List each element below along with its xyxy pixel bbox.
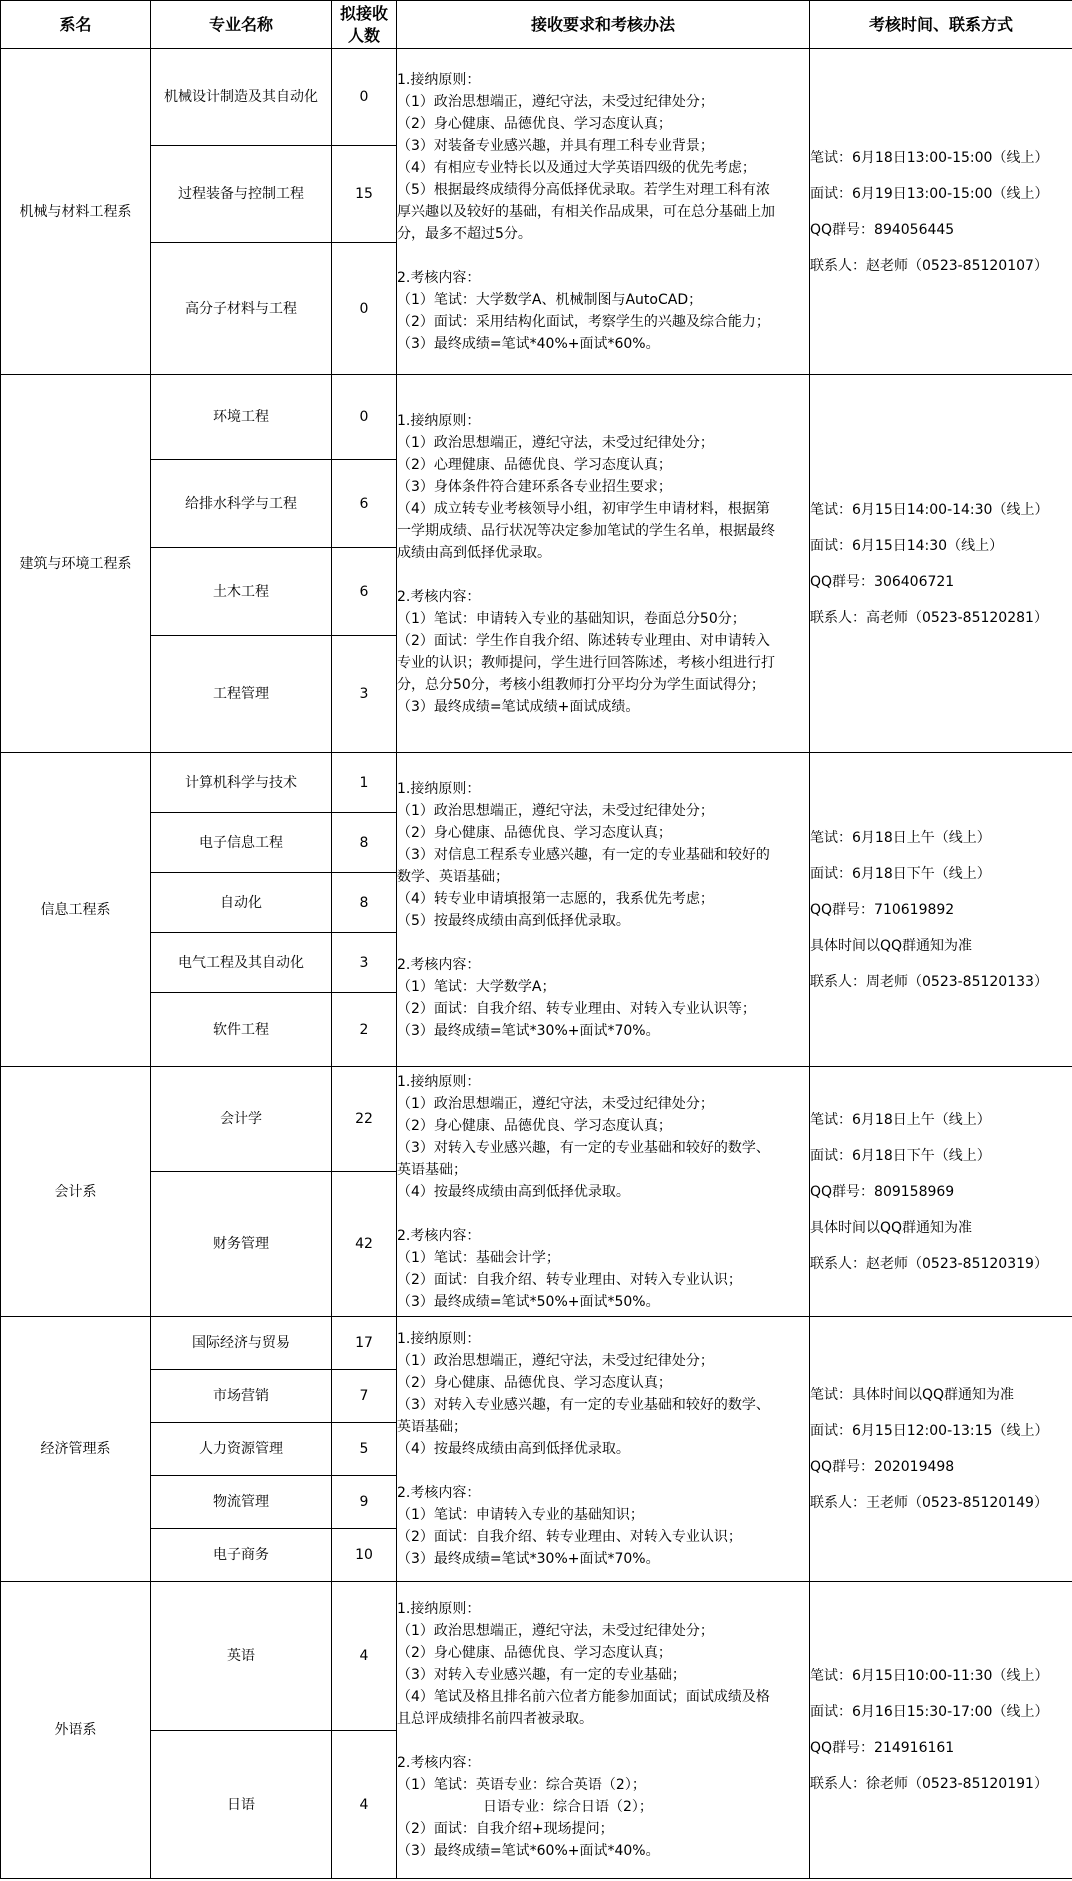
- header-contact: 考核时间、联系方式: [810, 1, 1072, 49]
- major-quota: 3: [332, 636, 397, 753]
- table-row: [1, 753, 1072, 813]
- dept-name: 信息工程系: [1, 753, 151, 1067]
- major-quota: 8: [332, 873, 397, 933]
- major-quota: 2: [332, 993, 397, 1067]
- major-quota: 7: [332, 1370, 397, 1423]
- requirement-line: （3）对转入专业感兴趣，有一定的专业基础和较好的数学、: [397, 1397, 770, 1413]
- major-name: 电子商务: [151, 1529, 332, 1582]
- major-quota: 22: [332, 1067, 397, 1172]
- requirement-line: （2）身心健康、品德优良、学习态度认真；: [397, 1645, 672, 1661]
- major-name: 自动化: [151, 873, 332, 933]
- requirement-line: 厚兴趣以及较好的基础，有相关作品成果，可在总分基础上加: [397, 203, 775, 220]
- header-dept: 系名: [1, 1, 151, 49]
- contact-line: 联系人：高老师（0523-85120281）: [810, 609, 1048, 626]
- table-row: [1, 1067, 1072, 1172]
- spacer: [810, 205, 1072, 219]
- header-requirements: 接收要求和考核办法: [397, 1, 810, 49]
- dept-name: 建筑与环境工程系: [1, 375, 151, 753]
- contact-line: 笔试：6月18日上午（线上）: [810, 1111, 991, 1128]
- contact-line: QQ群号：894056445: [810, 221, 955, 238]
- dept-name: 经济管理系: [1, 1317, 151, 1582]
- major-name: 日语: [151, 1731, 332, 1879]
- requirement-line: （3）最终成绩=笔试*40%+面试*60%。: [397, 335, 660, 352]
- major-quota: 5: [332, 1423, 397, 1476]
- spacer: [810, 849, 1072, 863]
- requirement-line: （1）笔试：基础会计学；: [397, 1249, 560, 1266]
- spacer: [397, 564, 809, 586]
- requirement-line: 2.考核内容：: [397, 956, 481, 973]
- requirement-line: （2）身心健康、品德优良、学习态度认真；: [397, 115, 672, 132]
- spacer: [397, 1460, 809, 1482]
- spacer: [810, 1239, 1072, 1253]
- spacer: [810, 885, 1072, 899]
- major-name: 英语: [151, 1582, 332, 1731]
- major-quota: 3: [332, 933, 397, 993]
- requirement-line: （3）最终成绩=笔试*30%+面试*70%。: [397, 1551, 660, 1567]
- requirement-line: （1）笔试：大学数学A、机械制图与AutoCAD；: [397, 291, 703, 308]
- spacer: [810, 1687, 1072, 1701]
- contact-line: 面试：6月18日下午（线上）: [810, 865, 991, 882]
- requirement-line: （2）心理健康、品德优良、学习态度认真；: [397, 456, 672, 473]
- contact-cell: [810, 49, 1072, 375]
- requirement-line: （1）笔试：英语专业：综合英语（2）；: [397, 1777, 646, 1793]
- dept-name: 机械与材料工程系: [1, 49, 151, 375]
- spacer: [810, 557, 1072, 571]
- requirement-line: （3）身体条件符合建环系各专业招生要求；: [397, 478, 672, 495]
- contact-line: QQ群号：809158969: [810, 1183, 955, 1200]
- major-quota: 0: [332, 243, 397, 375]
- requirement-line: 数学、英语基础；: [397, 868, 509, 885]
- contact-cell: [810, 1067, 1072, 1317]
- requirement-line: （1）笔试：申请转入专业的基础知识，卷面总分50分；: [397, 610, 746, 627]
- requirements-cell: [397, 375, 810, 753]
- requirement-line: （2）面试：自我介绍、转专业理由、对转入专业认识；: [397, 1529, 742, 1545]
- requirements-cell: [397, 1067, 810, 1317]
- requirement-line: （5）按最终成绩由高到低择优录取。: [397, 912, 630, 929]
- header-quota: 拟接收人数: [332, 1, 397, 49]
- major-name: 人力资源管理: [151, 1423, 332, 1476]
- major-name: 环境工程: [151, 375, 332, 460]
- requirement-line: （4）转专业申请填报第一志愿的，我系优先考虑；: [397, 890, 714, 907]
- major-quota: 0: [332, 49, 397, 146]
- contact-line: 联系人：王老师（0523-85120149）: [810, 1495, 1048, 1511]
- spacer: [810, 521, 1072, 535]
- requirement-line: （4）笔试及格且排名前六位者方能参加面试；面试成绩及格: [397, 1689, 770, 1705]
- requirement-line: （1）政治思想端正，遵纪守法，未受过纪律处分；: [397, 1095, 714, 1112]
- table-row: [1, 49, 1072, 146]
- requirements-cell: [397, 49, 810, 375]
- requirement-line: （5）根据最终成绩得分高低择优录取。若学生对理工科有浓: [397, 181, 770, 198]
- contact-line: 具体时间以QQ群通知为准: [810, 937, 973, 954]
- requirement-line: （1）政治思想端正，遵纪守法，未受过纪律处分；: [397, 93, 714, 110]
- requirement-line: 2.考核内容：: [397, 1227, 481, 1244]
- requirement-line: 一学期成绩、品行状况等决定参加笔试的学生名单，根据最终: [397, 522, 775, 539]
- requirement-line: （3）最终成绩=笔试*60%+面试*40%。: [397, 1843, 660, 1859]
- spacer: [810, 1406, 1072, 1420]
- requirement-line: （4）按最终成绩由高到低择优录取。: [397, 1441, 630, 1457]
- contact-line: 联系人：周老师（0523-85120133）: [810, 973, 1048, 990]
- requirement-line: 2.考核内容：: [397, 1485, 481, 1501]
- requirement-line: （2）面试：自我介绍、转专业理由、对转入专业认识等；: [397, 1000, 756, 1017]
- requirement-line: （1）政治思想端正，遵纪守法，未受过纪律处分；: [397, 1353, 714, 1369]
- contact-line: 面试：6月19日13:00-15:00（线上）: [810, 185, 1049, 202]
- requirement-line: 1.接纳原则：: [397, 1601, 481, 1617]
- spacer: [810, 1478, 1072, 1492]
- requirement-line: （4）成立转专业考核领导小组，初审学生申请材料，根据第: [397, 500, 770, 517]
- dept-name: 会计系: [1, 1067, 151, 1317]
- contact-line: 笔试：具体时间以QQ群通知为准: [810, 1387, 1015, 1403]
- requirement-line: （4）按最终成绩由高到低择优录取。: [397, 1183, 630, 1200]
- contact-line: QQ群号：202019498: [810, 1459, 955, 1475]
- requirement-line: 分，最多不超过5分。: [397, 225, 532, 242]
- major-name: 高分子材料与工程: [151, 243, 332, 375]
- requirement-line: （1）笔试：大学数学A；: [397, 978, 556, 995]
- contact-line: 笔试：6月15日14:00-14:30（线上）: [810, 501, 1049, 518]
- major-name: 市场营销: [151, 1370, 332, 1423]
- requirement-line: 2.考核内容：: [397, 269, 481, 286]
- spacer: [810, 169, 1072, 183]
- requirement-line: （3）对转入专业感兴趣，有一定的专业基础和较好的数学、: [397, 1139, 770, 1156]
- contact-line: QQ群号：214916161: [810, 1740, 955, 1756]
- dept-name: 外语系: [1, 1582, 151, 1879]
- major-name: 机械设计制造及其自动化: [151, 49, 332, 146]
- contact-cell: [810, 753, 1072, 1067]
- spacer: [397, 245, 809, 267]
- requirement-line: 分，总分50分，考核小组教师打分平均分为学生面试得分；: [397, 676, 765, 693]
- contact-cell: [810, 1317, 1072, 1582]
- contact-line: 联系人：赵老师（0523-85120107）: [810, 257, 1048, 274]
- contact-line: 面试：6月16日15:30-17:00（线上）: [810, 1704, 1049, 1720]
- major-quota: 42: [332, 1172, 397, 1317]
- requirement-line: （2）面试：自我介绍、转专业理由、对转入专业认识；: [397, 1271, 742, 1288]
- major-quota: 17: [332, 1317, 397, 1370]
- contact-line: 笔试：6月18日13:00-15:00（线上）: [810, 149, 1049, 166]
- contact-line: QQ群号：306406721: [810, 573, 955, 590]
- major-quota: 0: [332, 375, 397, 460]
- major-name: 土木工程: [151, 548, 332, 636]
- spacer: [810, 1759, 1072, 1773]
- requirement-line: 英语基础；: [397, 1161, 467, 1178]
- requirement-line: 1.接纳原则：: [397, 71, 481, 88]
- major-name: 电子信息工程: [151, 813, 332, 873]
- requirement-line: 1.接纳原则：: [397, 1331, 481, 1347]
- contact-line: 笔试：6月18日上午（线上）: [810, 829, 991, 846]
- table-row: [1, 1582, 1072, 1731]
- major-quota: 4: [332, 1731, 397, 1879]
- requirement-line: （2）身心健康、品德优良、学习态度认真；: [397, 1375, 672, 1391]
- requirement-line: （3）对信息工程系专业感兴趣，有一定的专业基础和较好的: [397, 846, 770, 863]
- contact-line: 面试：6月15日14:30（线上）: [810, 537, 1004, 554]
- major-name: 物流管理: [151, 1476, 332, 1529]
- contact-cell: [810, 375, 1072, 753]
- requirements-cell: [397, 753, 810, 1067]
- requirement-line: 2.考核内容：: [397, 1755, 481, 1771]
- spacer: [810, 1723, 1072, 1737]
- spacer: [397, 932, 809, 954]
- requirement-line: 且总评成绩排名前四者被录取。: [397, 1711, 593, 1727]
- major-quota: 6: [332, 460, 397, 548]
- major-quota: 15: [332, 146, 397, 243]
- major-name: 计算机科学与技术: [151, 753, 332, 813]
- spacer: [810, 1442, 1072, 1456]
- spacer: [810, 241, 1072, 255]
- major-name: 给排水科学与工程: [151, 460, 332, 548]
- requirement-line: 成绩由高到低择优录取。: [397, 544, 551, 561]
- requirement-line: （1）笔试：申请转入专业的基础知识；: [397, 1507, 644, 1523]
- requirement-line: （2）身心健康、品德优良、学习态度认真；: [397, 824, 672, 841]
- contact-cell: [810, 1582, 1072, 1879]
- requirement-line: （2）面试：采用结构化面试，考察学生的兴趣及综合能力；: [397, 313, 770, 330]
- requirement-line: 2.考核内容：: [397, 588, 481, 605]
- major-name: 工程管理: [151, 636, 332, 753]
- requirement-line: （2）身心健康、品德优良、学习态度认真；: [397, 1117, 672, 1134]
- requirement-line: （2）面试：学生作自我介绍、陈述转专业理由、对申请转入: [397, 632, 770, 649]
- spacer: [810, 593, 1072, 607]
- requirement-line: 1.接纳原则：: [397, 780, 481, 797]
- header-major: 专业名称: [151, 1, 332, 49]
- requirement-line: 英语基础；: [397, 1419, 467, 1435]
- contact-line: 笔试：6月15日10:00-11:30（线上）: [810, 1668, 1049, 1684]
- major-quota: 8: [332, 813, 397, 873]
- requirement-line: （3）最终成绩=笔试*50%+面试*50%。: [397, 1293, 660, 1310]
- requirement-line: 1.接纳原则：: [397, 412, 481, 429]
- major-name: 电气工程及其自动化: [151, 933, 332, 993]
- spacer: [810, 1167, 1072, 1181]
- major-name: 国际经济与贸易: [151, 1317, 332, 1370]
- table-row: [1, 1317, 1072, 1370]
- contact-line: 面试：6月15日12:00-13:15（线上）: [810, 1423, 1049, 1439]
- spacer: [810, 921, 1072, 935]
- spacer: [810, 1131, 1072, 1145]
- requirement-line: （3）最终成绩=笔试成绩+面试成绩。: [397, 698, 640, 715]
- requirements-cell: [397, 1582, 810, 1879]
- major-quota: 6: [332, 548, 397, 636]
- requirement-line: 日语专业：综合日语（2）；: [483, 1799, 653, 1815]
- requirement-line: 1.接纳原则：: [397, 1073, 481, 1090]
- major-quota: 1: [332, 753, 397, 813]
- table-row: [1, 375, 1072, 460]
- requirement-line: 专业的认识；教师提问，学生进行回答陈述，考核小组进行打: [397, 654, 775, 671]
- requirement-line: （3）对装备专业感兴趣，并具有理工科专业背景；: [397, 137, 714, 154]
- major-name: 财务管理: [151, 1172, 332, 1317]
- contact-line: QQ群号：710619892: [810, 901, 955, 918]
- spacer: [810, 957, 1072, 971]
- table-body: [1, 49, 1072, 1879]
- requirement-line: （4）有相应专业特长以及通过大学英语四级的优先考虑；: [397, 159, 756, 176]
- requirement-line: （1）政治思想端正，遵纪守法，未受过纪律处分；: [397, 802, 714, 819]
- contact-line: 面试：6月18日下午（线上）: [810, 1147, 991, 1164]
- contact-line: 联系人：徐老师（0523-85120191）: [810, 1776, 1048, 1792]
- major-quota: 4: [332, 1582, 397, 1731]
- requirements-cell: [397, 1317, 810, 1582]
- requirement-line: （1）政治思想端正，遵纪守法，未受过纪律处分；: [397, 1623, 714, 1639]
- contact-line: 联系人：赵老师（0523-85120319）: [810, 1255, 1048, 1272]
- spacer: [397, 1730, 809, 1752]
- contact-line: 具体时间以QQ群通知为准: [810, 1219, 973, 1236]
- major-name: 软件工程: [151, 993, 332, 1067]
- major-quota: 10: [332, 1529, 397, 1582]
- major-name: 过程装备与控制工程: [151, 146, 332, 243]
- requirement-line: （1）政治思想端正，遵纪守法，未受过纪律处分；: [397, 434, 714, 451]
- major-name: 会计学: [151, 1067, 332, 1172]
- spacer: [397, 1203, 809, 1225]
- requirement-line: （3）对转入专业感兴趣，有一定的专业基础；: [397, 1667, 686, 1683]
- spacer: [810, 1203, 1072, 1217]
- requirement-line: （3）最终成绩=笔试*30%+面试*70%。: [397, 1022, 660, 1039]
- major-quota: 9: [332, 1476, 397, 1529]
- requirement-line: （2）面试：自我介绍+现场提问；: [397, 1821, 614, 1837]
